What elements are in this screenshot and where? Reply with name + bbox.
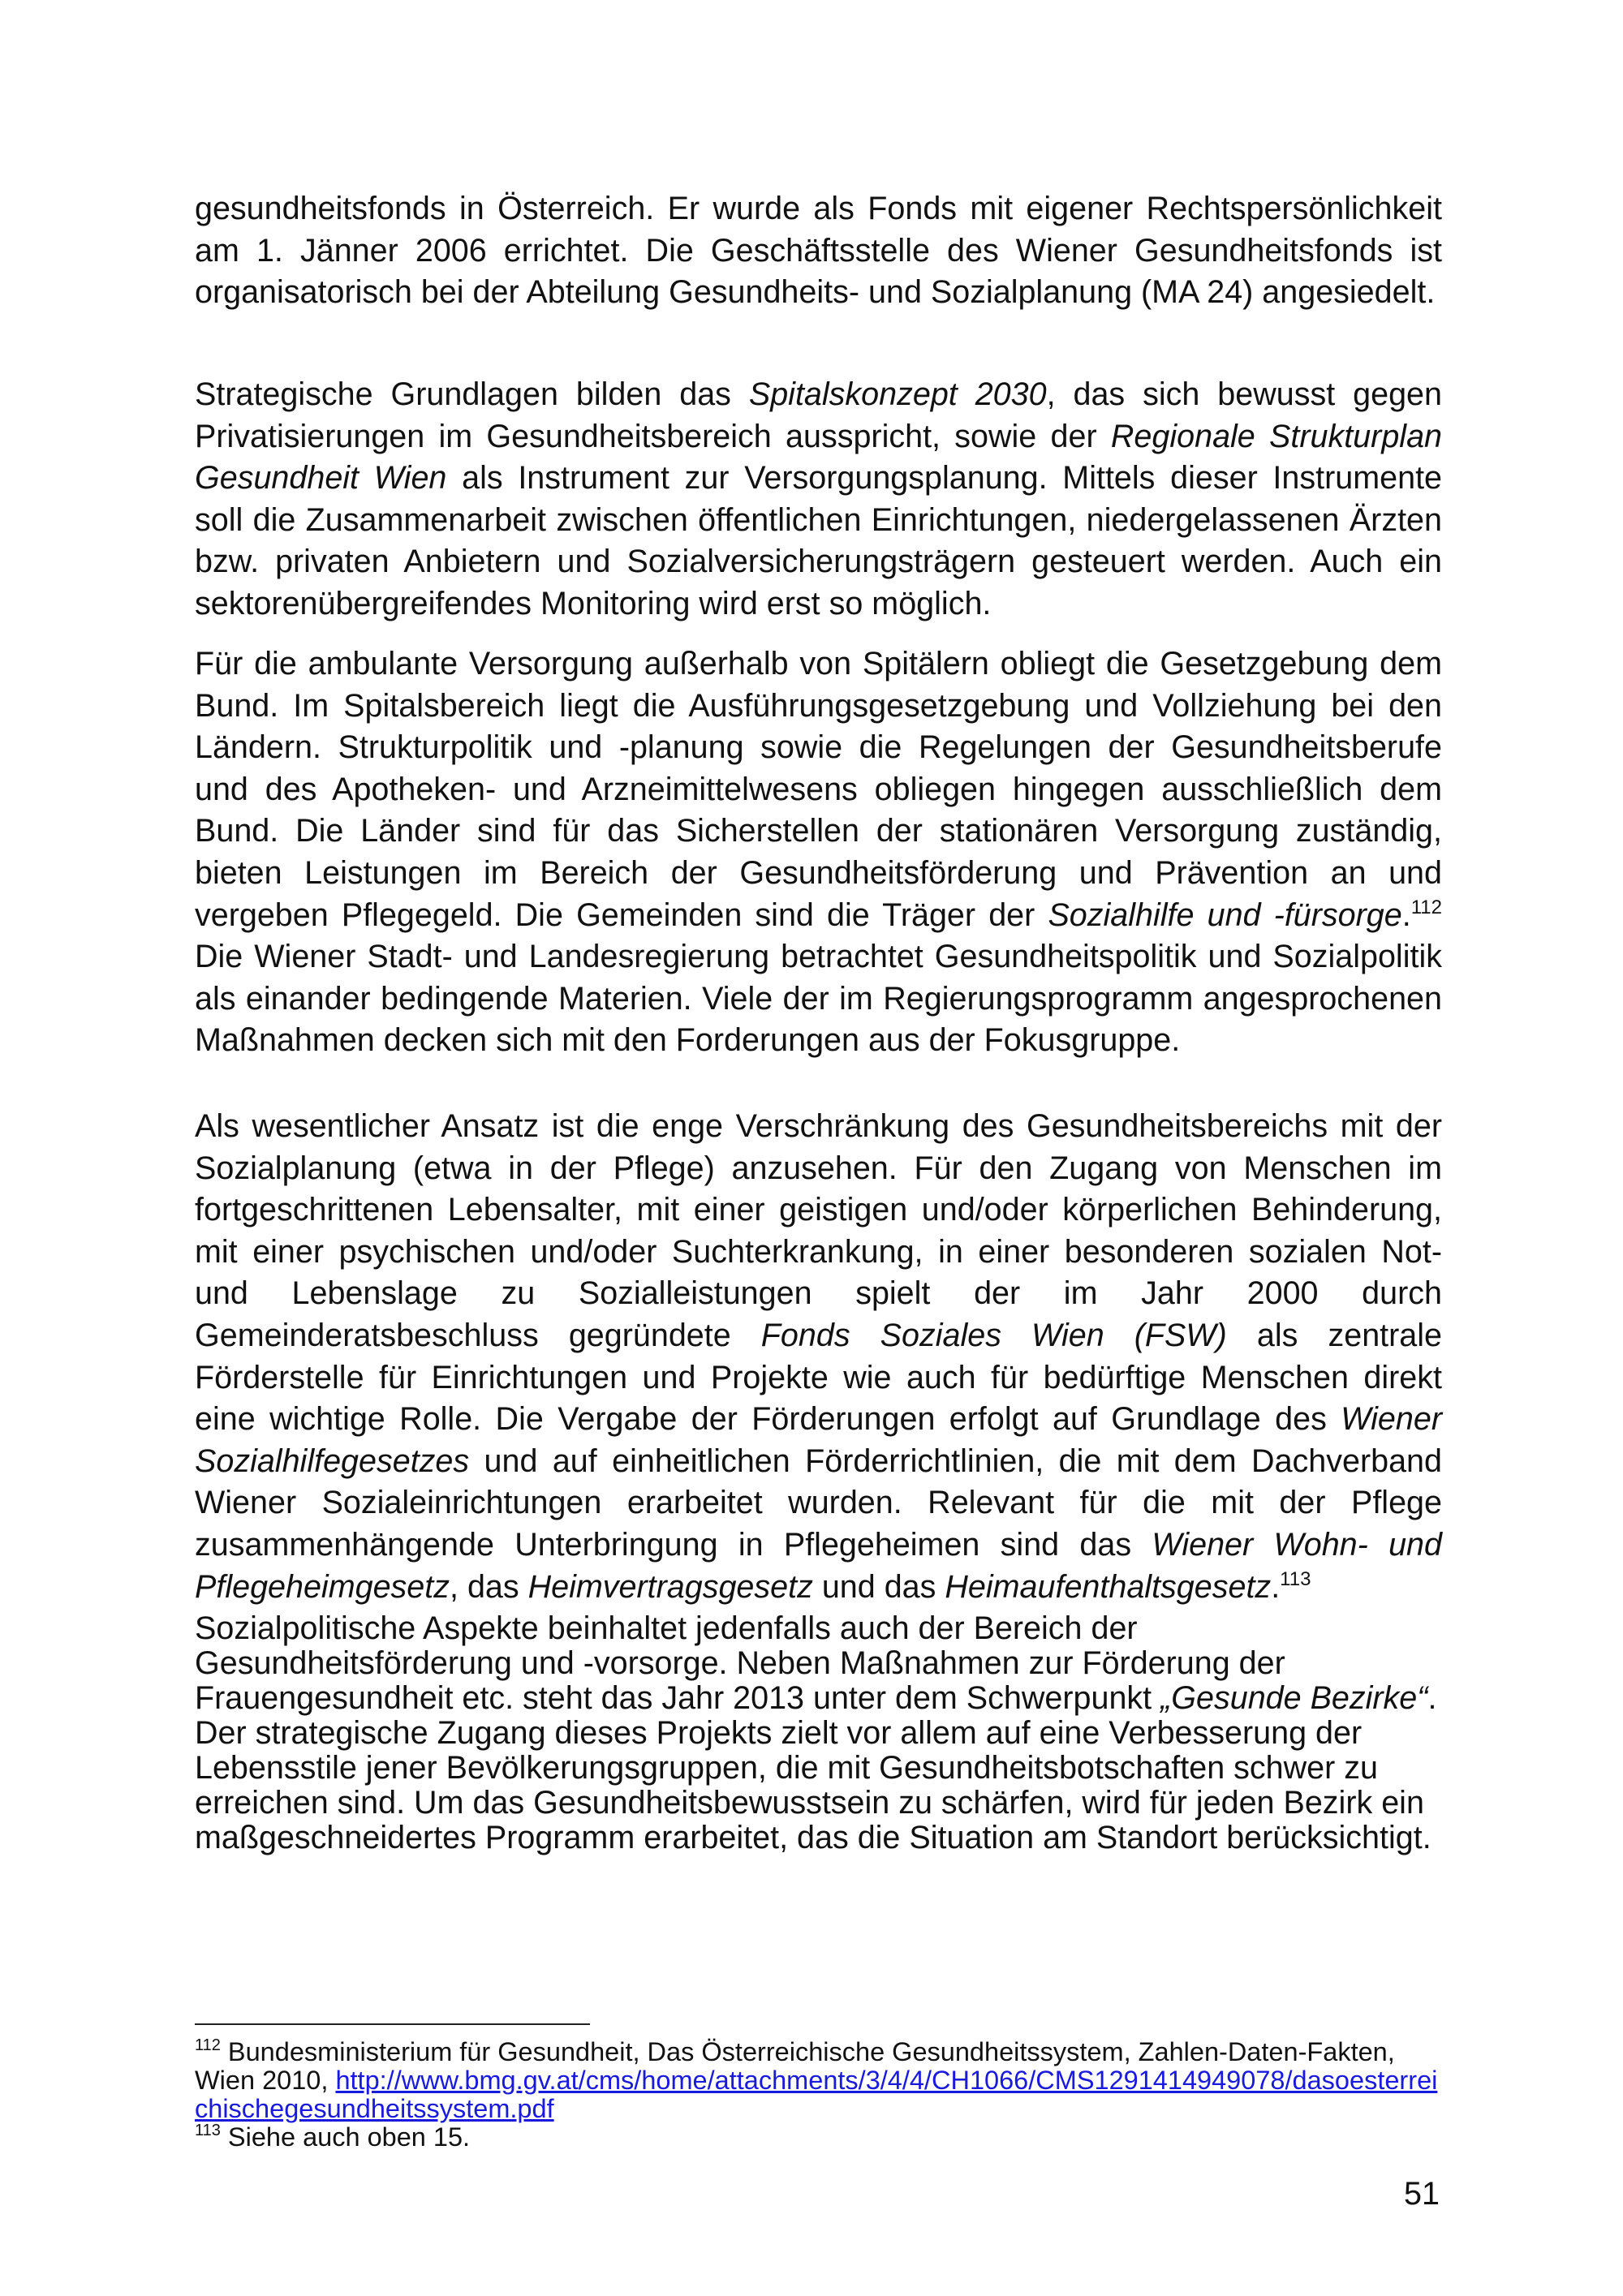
footnote-ref-112[interactable]: 112 <box>1410 896 1442 918</box>
text: Als wesentlicher Ansatz ist die enge Verschränkung des Gesundheitsbereichs mit der Sozialplanung (etwa in der Pflege) anzusehen. Für den Zugang von Menschen im fortgeschrittenen Lebensalter, mit einer geistigen und/oder körperlichen Behinderung, mit einer psychischen und/oder Suchterkrankung, in einer besonderen sozialen Not- und Lebenslage zu Sozialleistungen spielt der im Jahr 2000 durch Gemeinderatsbeschluss gegründete <box>195 1108 1442 1353</box>
italic-title: Spitalskonzept 2030 <box>748 376 1047 412</box>
paragraph-2 <box>195 374 1442 626</box>
italic-term: „Gesunde Bezirke“ <box>1160 1680 1428 1716</box>
text: . <box>1401 896 1411 933</box>
footnote-text: Siehe auch oben 15. <box>220 2122 471 2152</box>
footnote-number: 113 <box>195 2122 221 2139</box>
paragraph-3 <box>195 643 1442 1062</box>
text: Für die ambulante Versorgung außerhalb von Spitälern obliegt die Gesetzgebung dem Bund. Im Spitalsbereich liegt die Ausführungsgesetzgebung und Vollziehung bei den Ländern. Strukturpolitik und -planung sowie die Regelungen der Gesundheitsberufe und des Apotheken- und Arzneimittelwesens obliegen hingegen ausschließlich dem Bund. Die Länder sind für das Sicherstellen der stationären Versorgung zuständig, bieten Leistungen im Bereich der Gesundheitsförderung und Prävention an und vergeben Pflegegeld. Die Gemeinden sind die Träger der <box>195 646 1442 933</box>
paragraph-5 <box>195 1611 1442 1855</box>
text: , das <box>450 1568 528 1605</box>
footnote-text: Bundesministerium für Gesundheit, Das Österreichische Gesundheitssystem, Zahlen-Daten-Fakten, Wien 2010, <box>195 2037 1395 2095</box>
text: als Instrument zur Versorgungsplanung. Mittels dieser Instrumente soll die Zusammenarbeit zwischen öffentlichen Einrichtungen, niedergelassenen Ärzten bzw. privaten Anbietern und Sozialversicherungsträgern gesteuert werden. Auch ein sektorenübergreifendes Monitoring wird erst so möglich. <box>195 460 1443 621</box>
text: . <box>1271 1568 1281 1605</box>
text: Strategische Grundlagen bilden das <box>195 376 749 412</box>
italic-term: Heimaufenthaltsgesetz <box>945 1568 1272 1605</box>
text: , das sich bewusst gegen Privatisierungen im Gesundheitsbereich ausspricht, sowie der <box>195 376 1442 454</box>
italic-term: Fonds Soziales Wien (FSW) <box>760 1317 1227 1353</box>
italic-term: Wiener Wohn- und Pflegeheimgesetz <box>195 1526 1442 1605</box>
italic-term: Sozialhilfe und -fürsorge <box>1048 896 1402 933</box>
footnote-112 <box>195 2038 1444 2123</box>
text: und das <box>812 1568 945 1605</box>
text: als zentrale Förderstelle für Einrichtungen und Projekte wie auch für bedürftige Menschen direkt eine wichtige Rolle. Die Vergabe der Förderungen erfolgt auf Grundlage des <box>195 1317 1443 1438</box>
text: und auf einheitlichen Förderrichtlinien, die mit dem Dachverband Wiener Sozialeinrichtungen erarbeitet wurden. Relevant für die mit der Pflege zusammenhängende Unterbringung in Pflegeheimen sind das <box>195 1443 1442 1563</box>
footnote-113 <box>195 2123 1444 2152</box>
text: Sozialpolitische Aspekte beinhaltet jedenfalls auch der Bereich der Gesundheitsförderung und -vorsorge. Neben Maßnahmen zur Förderung der Frauengesundheit etc. steht das Jahr 2013 unter dem Schwerpunkt <box>195 1610 1285 1716</box>
page-number: 51 <box>1404 2176 1440 2212</box>
footnote-number: 112 <box>195 2036 221 2054</box>
footnote-separator <box>195 2023 590 2025</box>
text: . Der strategische Zugang dieses Projekts zielt vor allem auf eine Verbesserung der Lebensstile jener Bevölkerungsgruppen, die mit Gesundheitsbotschaften schwer zu erreichen sind. Um das Gesundheitsbewusstsein zu schärfen, wird für jeden Bezirk ein maßgeschneidertes Programm erarbeitet, das die Situation am Standort berücksichtigt. <box>195 1680 1437 1855</box>
italic-term: Wiener Sozialhilfegesetzes <box>195 1401 1442 1479</box>
italic-title: Regionale Strukturplan Gesundheit Wien <box>195 418 1443 497</box>
italic-term: Heimvertragsgesetz <box>527 1568 813 1605</box>
paragraph-4 <box>195 1106 1442 1608</box>
paragraph-1: gesundheitsfonds in Österreich. Er wurde als Fonds mit eigener Rechtspersönlichkeit am 1. Jänner 2006 errichtet. Die Geschäftsstelle des Wiener Gesundheitsfonds ist organisatorisch bei der Abteilung Gesundheits- und Sozialplanung (MA 24) angesiedelt. <box>195 191 1442 311</box>
footnote-ref-113[interactable]: 113 <box>1280 1567 1311 1590</box>
footnote-link[interactable]: http://www.bmg.gv.at/cms/home/attachments/3/4/4/CH1066/CMS1291414949078/dasoesterreichischegesundheitssystem.pdf <box>195 2066 1438 2123</box>
text: Die Wiener Stadt- und Landesregierung betrachtet Gesundheitspolitik und Sozialpolitik als einander bedingende Materien. Viele der im Regierungsprogramm angesprochenen Maßnahmen decken sich mit den Forderungen aus der Fokusgruppe. <box>195 939 1442 1059</box>
